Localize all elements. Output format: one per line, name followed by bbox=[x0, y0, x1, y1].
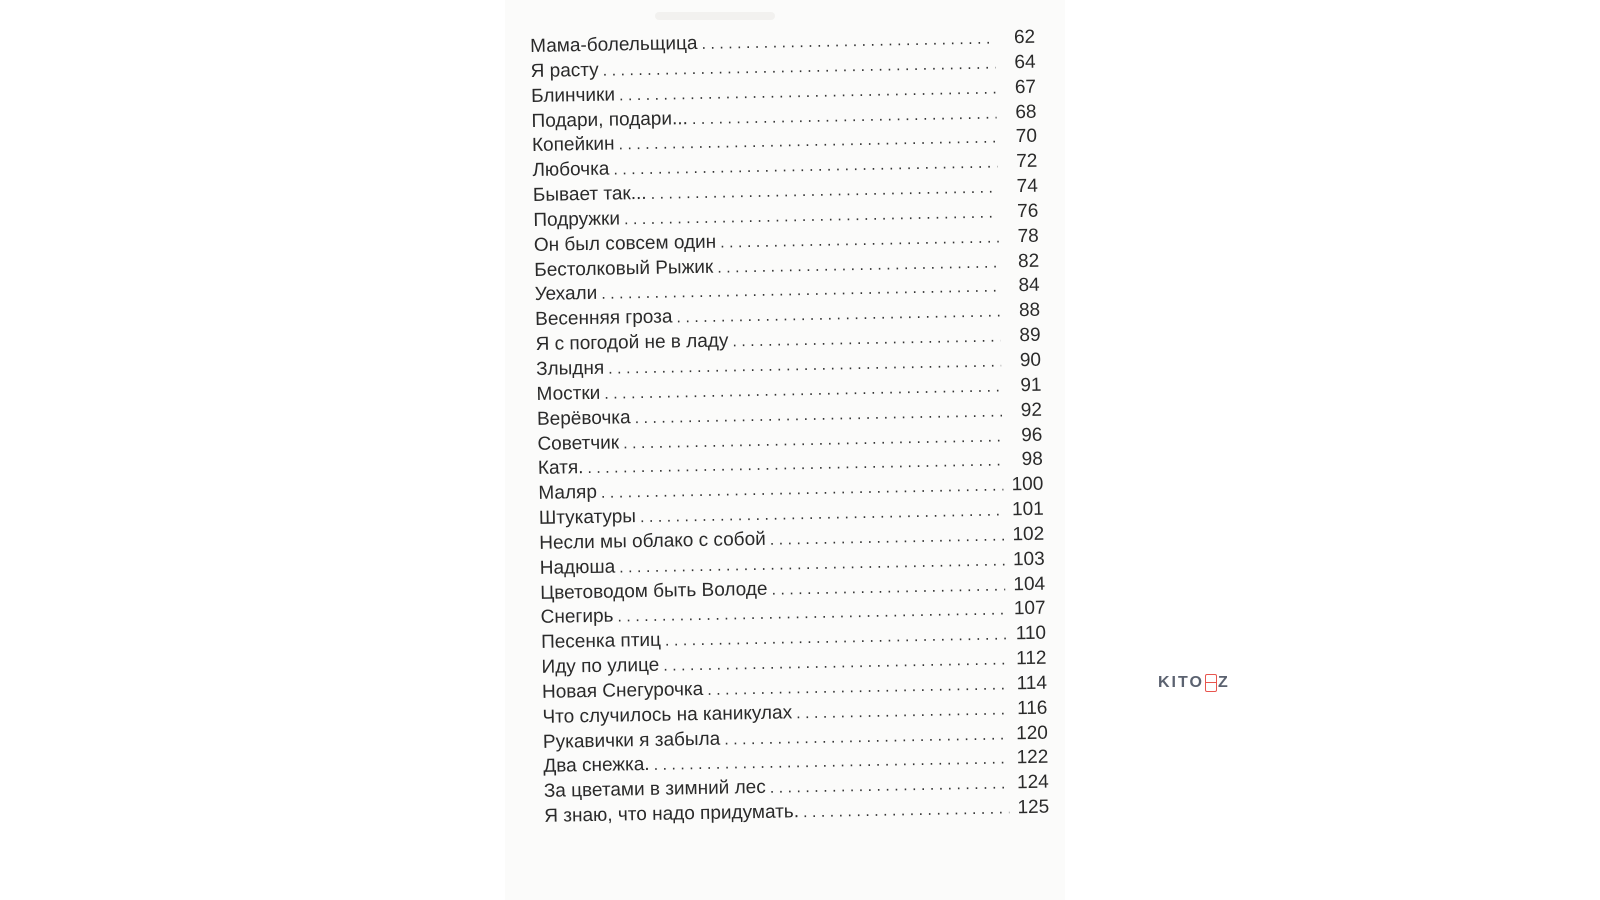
toc-entry-page: 88 bbox=[1018, 299, 1041, 322]
toc-entry-title: Песенка птиц bbox=[540, 629, 662, 654]
toc-dot-leader bbox=[771, 577, 1005, 599]
watermark-logo bbox=[1158, 674, 1230, 692]
toc-entry-title: Я знаю, что надо придумать. bbox=[544, 801, 800, 828]
toc-dot-leader bbox=[617, 602, 1005, 627]
toc-dot-leader bbox=[619, 552, 1005, 577]
toc-entry-page: 92 bbox=[1020, 399, 1043, 421]
toc-entry-title: Два снежка. bbox=[543, 754, 650, 778]
toc-entry-title: Злыдня bbox=[535, 357, 605, 380]
toc-dot-leader bbox=[624, 204, 999, 229]
page-top-smudge bbox=[655, 12, 775, 20]
toc-entry-page: 91 bbox=[1020, 374, 1042, 396]
toc-entry-title: Блинчики bbox=[530, 84, 616, 107]
toc-entry-page: 98 bbox=[1021, 449, 1044, 471]
toc-entry-title: Новая Снегурочка bbox=[541, 678, 704, 703]
toc-entry-page: 96 bbox=[1021, 424, 1043, 446]
toc-dot-leader bbox=[623, 428, 1003, 453]
toc-entry-title: Я с погодой не в ладу bbox=[535, 330, 729, 356]
toc-dot-leader bbox=[587, 453, 1003, 479]
toc-dot-leader bbox=[640, 502, 1004, 527]
toc-entry-page: 112 bbox=[1016, 647, 1047, 670]
watermark-suffix: Z bbox=[1217, 674, 1230, 691]
toc-dot-leader bbox=[676, 304, 1000, 328]
toc-entry-title: Верёвочка bbox=[536, 406, 631, 430]
toc-entry-page: 70 bbox=[1015, 126, 1038, 148]
toc-dot-leader bbox=[650, 180, 998, 204]
toc-dot-leader bbox=[770, 527, 1005, 549]
toc-entry-page: 102 bbox=[1012, 523, 1045, 546]
toc-dot-leader bbox=[692, 105, 997, 129]
toc-dot-leader bbox=[619, 80, 996, 105]
table-of-contents bbox=[530, 27, 1049, 831]
toc-dot-leader bbox=[601, 478, 1004, 503]
toc-entry-page: 67 bbox=[1014, 76, 1037, 98]
toc-dot-leader bbox=[618, 130, 997, 155]
toc-entry-page: 122 bbox=[1016, 747, 1049, 769]
toc-entry-page: 68 bbox=[1015, 101, 1037, 123]
toc-entry-page: 62 bbox=[1013, 26, 1036, 49]
toc-dot-leader bbox=[770, 776, 1009, 798]
toc-dot-leader bbox=[601, 279, 1000, 304]
toc-entry-title: Цветоводом быть Володе bbox=[540, 578, 768, 604]
toc-dot-leader bbox=[732, 329, 1000, 352]
toc-entry-page: 110 bbox=[1015, 622, 1047, 645]
toc-dot-leader bbox=[720, 229, 999, 252]
toc-entry-title: Уехали bbox=[534, 283, 598, 306]
toc-entry-page: 89 bbox=[1019, 324, 1041, 347]
toc-dot-leader bbox=[634, 403, 1002, 428]
watermark-b-icon bbox=[1205, 674, 1217, 692]
toc-entry-page: 72 bbox=[1016, 150, 1038, 173]
toc-entry-title: Советчик bbox=[537, 431, 620, 455]
toc-dot-leader bbox=[665, 627, 1006, 651]
toc-entry-title: Бывает так... bbox=[532, 182, 647, 207]
toc-entry-title: Маляр bbox=[538, 482, 598, 505]
toc-entry-title: Весенняя гроза bbox=[535, 306, 673, 331]
toc-entry-page: 100 bbox=[1011, 473, 1044, 496]
toc-dot-leader bbox=[663, 651, 1007, 675]
toc-entry-page: 116 bbox=[1016, 697, 1048, 719]
toc-dot-leader bbox=[613, 155, 997, 180]
watermark-prefix: KITO bbox=[1158, 674, 1204, 691]
toc-entry-title: Снегирь bbox=[540, 605, 614, 629]
toc-entry-title: Бестолковый Рыжик bbox=[534, 256, 714, 281]
toc-entry-page: 90 bbox=[1019, 349, 1042, 372]
toc-dot-leader bbox=[653, 751, 1008, 775]
toc-entry-page: 82 bbox=[1017, 250, 1040, 272]
toc-entry-page: 84 bbox=[1018, 275, 1040, 297]
toc-dot-leader bbox=[604, 378, 1002, 403]
toc-entry-page: 64 bbox=[1014, 51, 1036, 73]
toc-entry-page: 78 bbox=[1017, 225, 1039, 247]
toc-entry-title: Мостки bbox=[536, 382, 601, 405]
toc-entry-page: 103 bbox=[1012, 548, 1045, 570]
toc-entry-page: 101 bbox=[1011, 498, 1044, 521]
toc-dot-leader bbox=[701, 30, 995, 53]
toc-entry-title: Несли мы облако с собой bbox=[539, 528, 766, 554]
toc-dot-leader bbox=[724, 726, 1008, 749]
toc-entry-title: Копейкин bbox=[531, 133, 615, 157]
toc-dot-leader bbox=[603, 55, 996, 80]
toc-entry-title: Рукавички я забыла bbox=[542, 728, 721, 753]
toc-entry-title: Любочка bbox=[532, 158, 610, 182]
toc-entry-page: 107 bbox=[1013, 598, 1046, 620]
toc-entry-title: Надюша bbox=[539, 556, 616, 579]
toc-entry-page: 125 bbox=[1017, 796, 1050, 819]
toc-dot-leader bbox=[608, 353, 1001, 378]
toc-entry-title: Иду по улице bbox=[541, 654, 660, 678]
toc-entry-title: Катя. bbox=[537, 457, 584, 480]
toc-entry-title: Что случилось на каникулах bbox=[542, 702, 793, 728]
toc-entry-title: Я расту bbox=[530, 59, 599, 82]
toc-entry-page: 76 bbox=[1016, 200, 1039, 223]
toc-entry-title: Он был совсем один bbox=[533, 231, 717, 256]
toc-entry-page: 74 bbox=[1016, 175, 1039, 198]
toc-dot-leader bbox=[796, 701, 1008, 723]
toc-entry-page: 104 bbox=[1013, 573, 1046, 595]
toc-entry-title: За цветами в зимний лес bbox=[543, 777, 766, 803]
toc-entry-title: Подружки bbox=[533, 208, 621, 231]
toc-entry-title: Подари, подари... bbox=[531, 107, 689, 132]
toc-entry-page: 124 bbox=[1016, 771, 1049, 794]
toc-entry-page: 120 bbox=[1015, 722, 1049, 744]
toc-dot-leader bbox=[707, 676, 1007, 699]
toc-entry-page: 114 bbox=[1016, 672, 1048, 695]
toc-dot-leader bbox=[803, 801, 1010, 823]
toc-dot-leader bbox=[717, 254, 999, 277]
toc-entry-title: Штукатуры bbox=[538, 506, 637, 529]
toc-entry-title: Мама-болельщица bbox=[530, 32, 698, 57]
